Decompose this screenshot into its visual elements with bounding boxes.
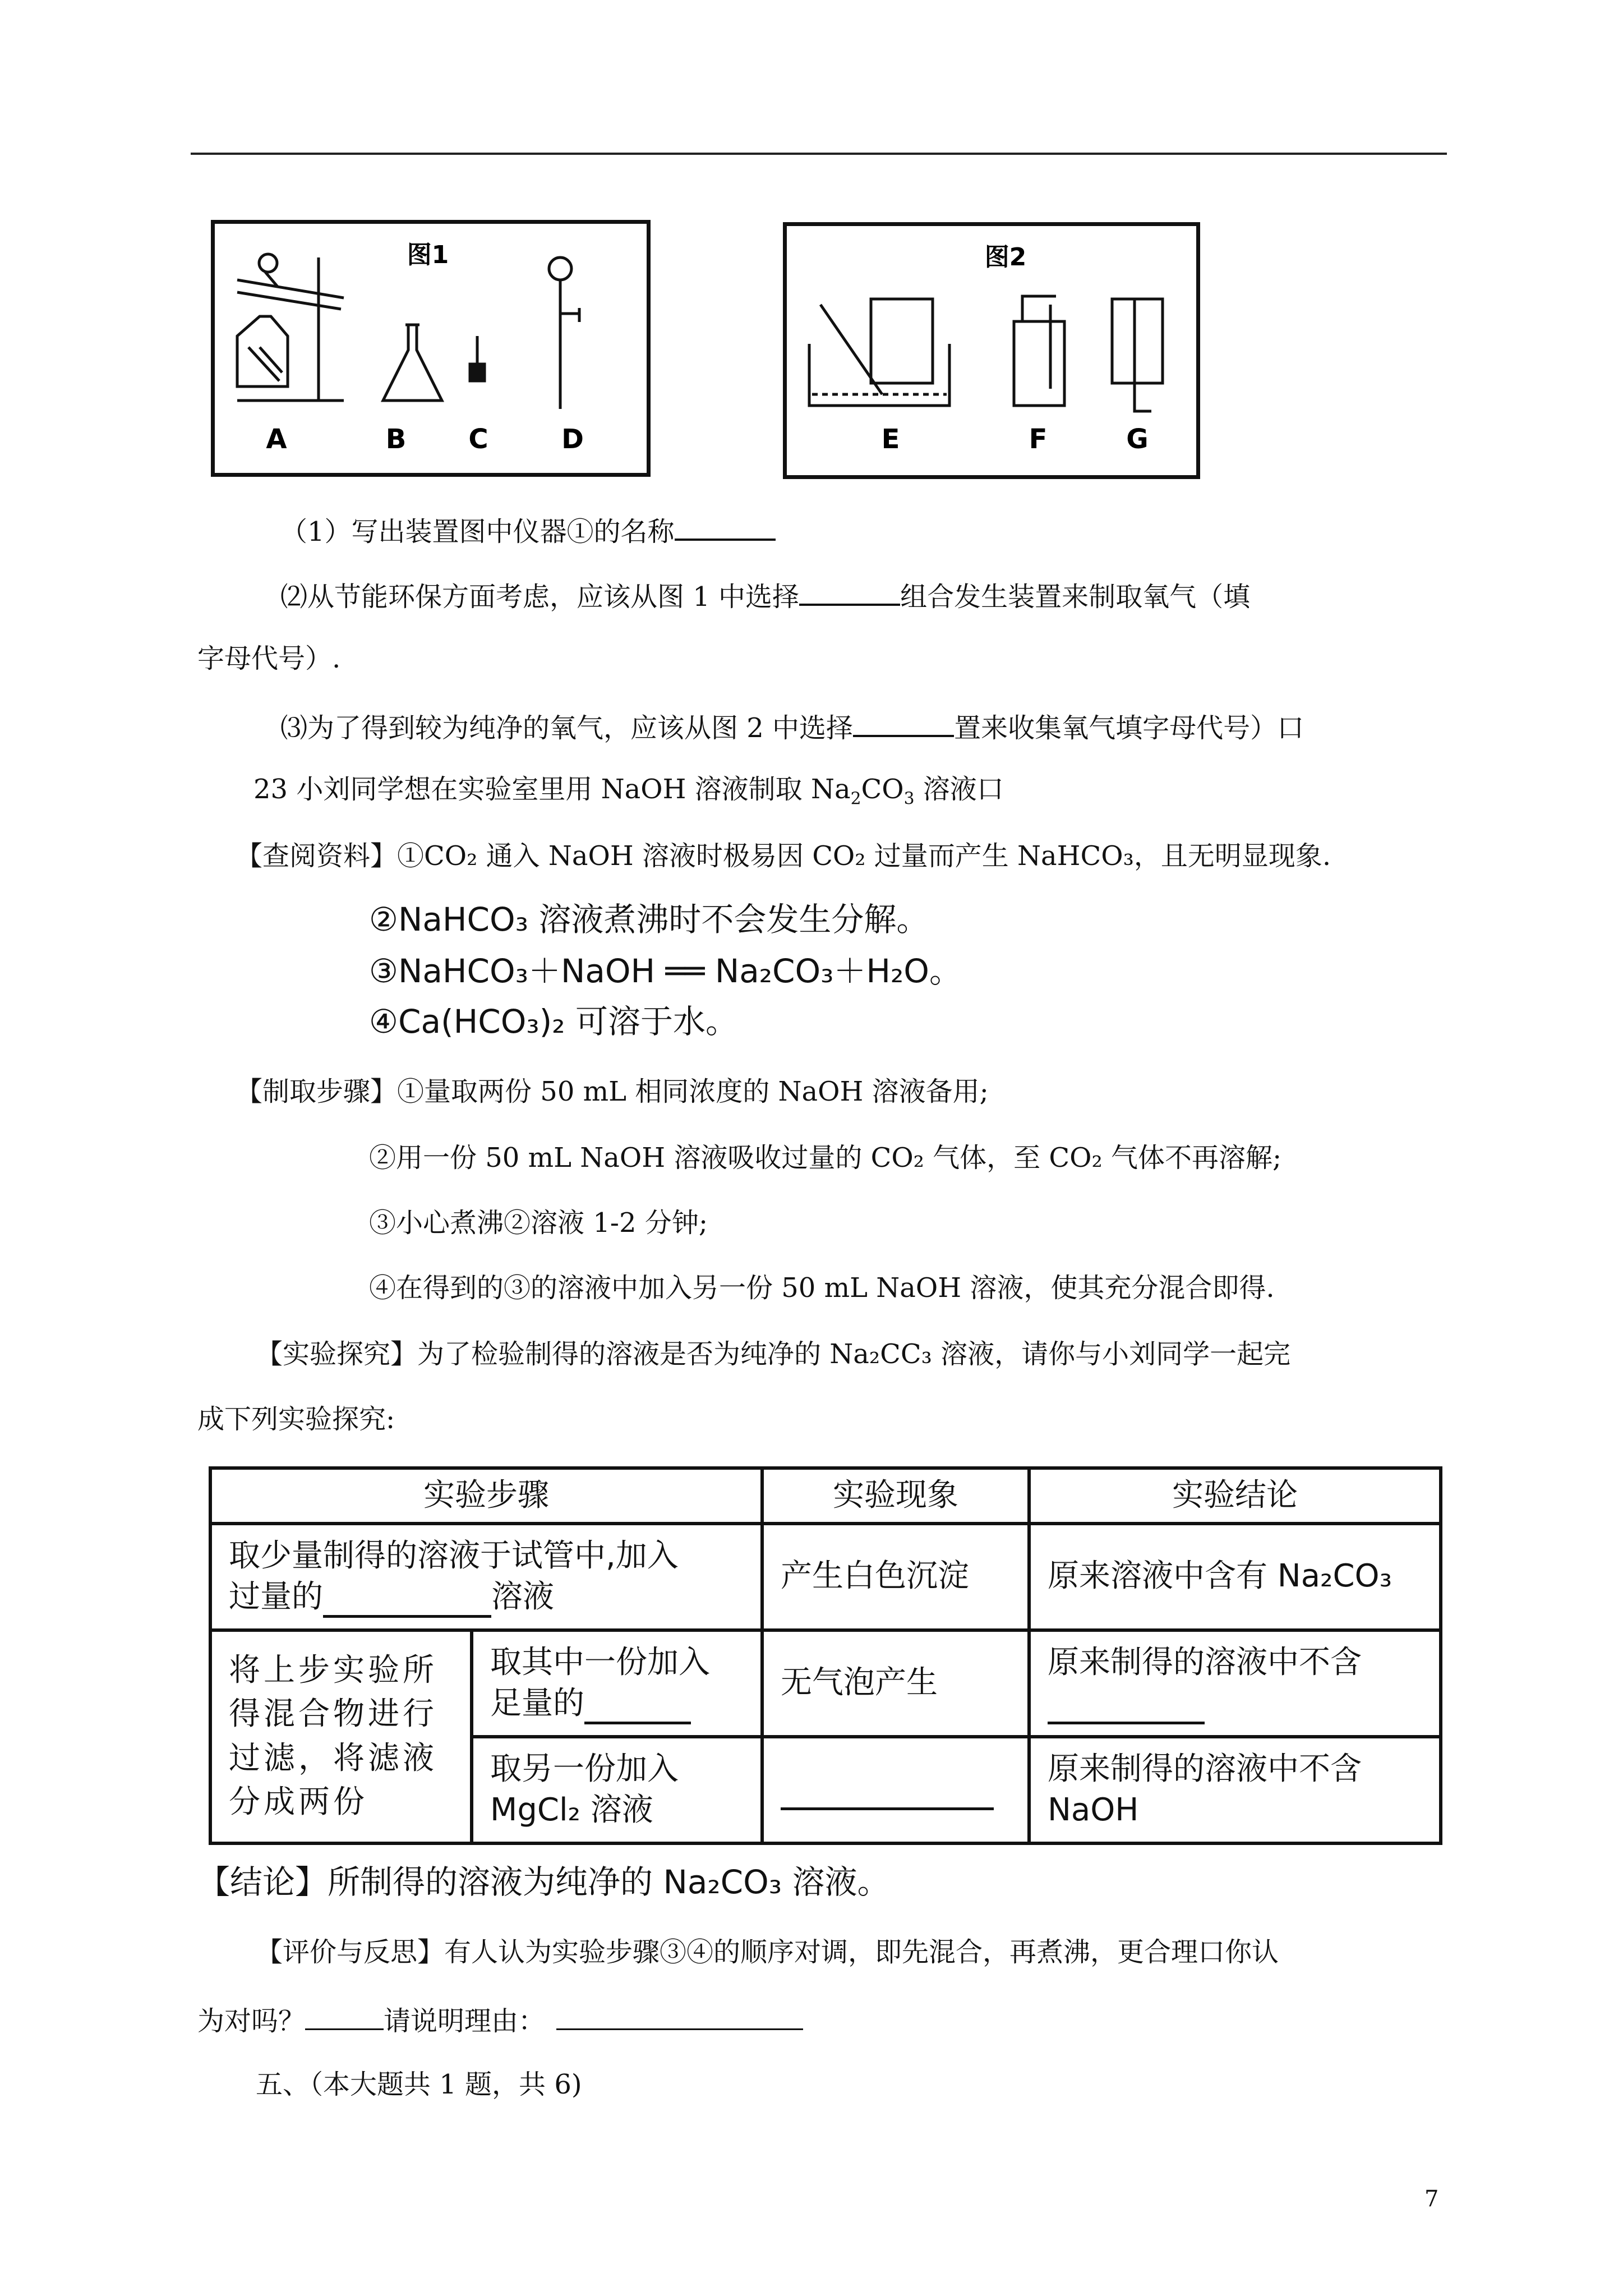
- intro-text-a: 23 小刘同学想在实验室里用 NaOH 溶液制取 Na: [253, 774, 851, 805]
- figure-1: [211, 220, 651, 477]
- row3-conclusion: 原来制得的溶液中不含 NaOH: [1029, 1737, 1441, 1843]
- row1-conclusion: 原来溶液中含有 Na₂CO₃: [1029, 1524, 1441, 1630]
- apparatus-b-icon: [383, 325, 442, 401]
- row3-step: 取另一份加入 MgCl₂ 溶液: [472, 1737, 762, 1843]
- apparatus-f-icon: [1014, 296, 1064, 406]
- row2-step: [472, 1630, 762, 1737]
- question-2-text-b: 组合发生装置来制取氧气（填: [900, 581, 1251, 613]
- inquiry-line-2: 成下列实验探究:: [197, 1404, 395, 1435]
- row2-merged-step: 将上步实验所得混合物进行过滤，将滤液分成两份: [210, 1630, 472, 1843]
- reflection-text-a: 为对吗？: [197, 2005, 306, 2037]
- reference-item-2: ②NaHCO₃ 溶液煮沸时不会发生分解。: [369, 900, 929, 938]
- intro-sub-1: 2: [850, 789, 861, 809]
- steps-label: 【制取步骤】: [236, 1076, 398, 1107]
- step-2: ②用一份 50 mL NaOH 溶液吸收过量的 CO₂ 气体，至 CO₂ 气体不再溶解;: [369, 1142, 1282, 1174]
- reflection-answer-blank-2[interactable]: [556, 2005, 803, 2030]
- apparatus-g-icon: [1112, 299, 1163, 411]
- question-1: [280, 515, 776, 545]
- row2-step-text-b: 足量的: [490, 1685, 584, 1722]
- row1-answer-blank[interactable]: [323, 1586, 491, 1618]
- label-d: D: [561, 424, 584, 455]
- apparatus-e-icon: [809, 299, 949, 406]
- answer-blank-2[interactable]: [799, 580, 900, 606]
- question-2-line1: [280, 580, 1251, 613]
- row2-conclusion: [1029, 1630, 1441, 1737]
- row1-phenomenon: 产生白色沉淀: [762, 1524, 1029, 1630]
- row2-conclusion-blank[interactable]: [1048, 1692, 1205, 1724]
- answer-blank-1[interactable]: [675, 515, 776, 541]
- step-1: [236, 1078, 989, 1105]
- row2-phenomenon: 无气泡产生: [762, 1630, 1029, 1737]
- reference-item-1-text: ①CO₂ 通入 NaOH 溶液时极易因 CO₂ 过量而产生 NaHCO₃，且无明显现象.: [397, 840, 1331, 872]
- question-3-text-a: ⑶为了得到较为纯净的氧气，应该从图 2 中选择: [280, 712, 854, 744]
- reflection-answer-blank-1[interactable]: [305, 2005, 384, 2030]
- row2-step-text-a: 取其中一份加入: [490, 1644, 710, 1681]
- header-rule: [191, 153, 1447, 155]
- figure-2-apparatus: [787, 226, 1196, 475]
- figure-1-apparatus: [215, 224, 647, 473]
- reflection-line-2: [197, 2005, 803, 2035]
- figure-2: [783, 222, 1200, 479]
- row3-phenomenon: [762, 1737, 1029, 1843]
- row1-step-text-a: 取少量制得的溶液于试管中,加入: [229, 1538, 679, 1574]
- row1-step-text-c: 溶液: [491, 1578, 554, 1615]
- figure-2-title: 图2: [984, 243, 1027, 272]
- step-4: ④在得到的③的溶液中加入另一份 50 mL NaOH 溶液，使其充分混合即得.: [369, 1272, 1275, 1304]
- experiment-table: [209, 1466, 1442, 1845]
- reflection-text-b: 请说明理由: [384, 2005, 519, 2037]
- page-number: 7: [1424, 2186, 1439, 2212]
- intro-sub-2: 3: [903, 789, 915, 809]
- reflection-text-c: ：: [518, 2005, 546, 2037]
- header-step: 实验步骤: [210, 1468, 762, 1524]
- intro-text-b: CO: [861, 774, 904, 805]
- reference-label: 【查阅资料】: [236, 840, 398, 872]
- reflection-line-1: 【评价与反思】有人认为实验步骤③④的顺序对调，即先混合，再煮沸，更合理口你认: [256, 1936, 1279, 1968]
- row2-conclusion-text: 原来制得的溶液中不含: [1048, 1644, 1362, 1681]
- conclusion: 【结论】所制得的溶液为纯净的 Na₂CO₃ 溶液。: [197, 1863, 890, 1901]
- label-g: G: [1126, 424, 1149, 455]
- question-2-line2: 字母代号）.: [197, 643, 341, 674]
- header-conclusion: 实验结论: [1029, 1468, 1441, 1524]
- question-1-text: （1）写出装置图中仪器①的名称: [280, 516, 675, 547]
- apparatus-a-icon: [237, 254, 344, 401]
- label-f: F: [1029, 424, 1048, 455]
- figure-1-title: 图1: [407, 241, 449, 269]
- section-5-heading: 五、（本大题共 1 题，共 6): [256, 2069, 582, 2100]
- row1-step-text-b: 过量的: [229, 1578, 323, 1615]
- inquiry-line-1: 【实验探究】为了检验制得的溶液是否为纯净的 Na₂CC₃ 溶液，请你与小刘同学一起完: [256, 1338, 1291, 1370]
- question-2-text-a: ⑵从节能环保方面考虑，应该从图 1 中选择: [280, 581, 800, 613]
- step-3: ③小心煮沸②溶液 1-2 分钟;: [369, 1207, 708, 1239]
- row2-answer-blank[interactable]: [584, 1692, 691, 1724]
- intro-text-c: 溶液口: [914, 774, 1004, 805]
- answer-blank-3[interactable]: [853, 711, 954, 737]
- row1-step: [210, 1524, 762, 1630]
- question-23-intro: [253, 776, 1004, 807]
- label-e: E: [881, 424, 900, 455]
- reference-item-1: [236, 840, 1331, 872]
- step-1-text: ①量取两份 50 mL 相同浓度的 NaOH 溶液备用;: [397, 1076, 989, 1107]
- header-phenomenon: 实验现象: [762, 1468, 1029, 1524]
- reference-item-4: ④Ca(HCO₃)₂ 可溶于水。: [369, 1002, 738, 1041]
- question-3: [280, 711, 1304, 742]
- apparatus-c-icon: [470, 336, 485, 381]
- label-a: A: [266, 424, 287, 455]
- label-b: B: [385, 424, 407, 455]
- row3-phenomenon-blank[interactable]: [781, 1778, 994, 1810]
- question-3-text-b: 置来收集氧气填字母代号）口: [954, 712, 1304, 744]
- apparatus-d-icon: [549, 257, 579, 409]
- reference-item-3: ③NaHCO₃＋NaOH ══ Na₂CO₃＋H₂O。: [369, 952, 962, 990]
- label-c: C: [468, 424, 488, 455]
